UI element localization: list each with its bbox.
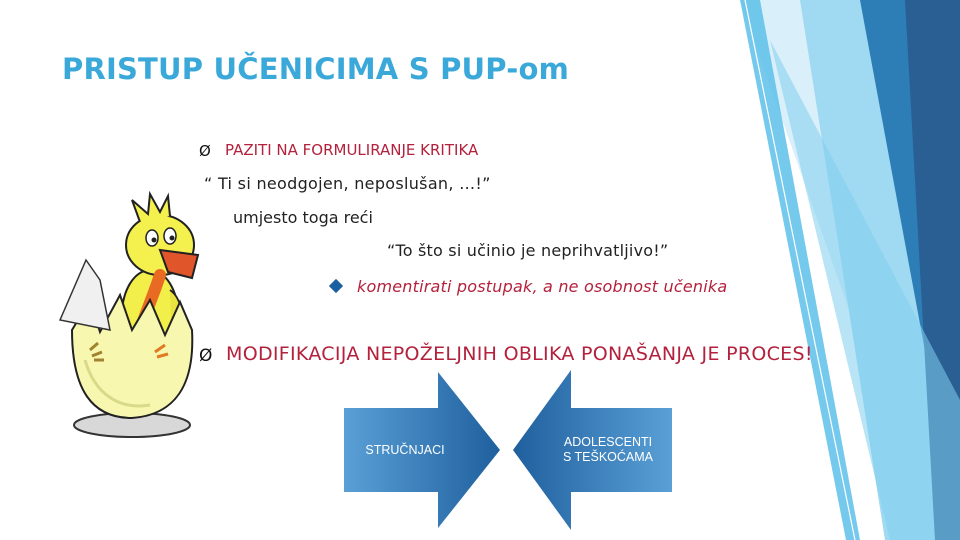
bullet-arrow-icon: Ø [199,142,211,160]
arrow-label-adolescents [548,435,668,465]
quote-positive: “To što si učinio je neprihvatljivo!” [387,241,669,260]
instead-text: umjesto toga reći [233,208,373,227]
sub-bullet-comment: komentirati postupak, a ne osobnost učenika [357,277,728,296]
arrow-label-adolescents-line2: S TEŠKOĆAMA [562,450,654,464]
arrow-label-adolescents-line1: ADOLESCENTI [563,435,653,449]
arrow-label-experts: STRUČNJACI [365,443,445,457]
bullet-arrow-icon: Ø [199,346,213,366]
quote-negative: “ Ti si neodgojen, neposlušan, …!” [204,174,491,193]
bullet-criticism: PAZITI NA FORMULIRANJE KRITIKA [225,141,479,159]
slide-title: PRISTUP UČENICIMA S PUP-om [62,52,570,86]
bullet-modification: MODIFIKACIJA NEPOŽELJNIH OBLIKA PONAŠANJA JE PROCES! [226,343,813,365]
